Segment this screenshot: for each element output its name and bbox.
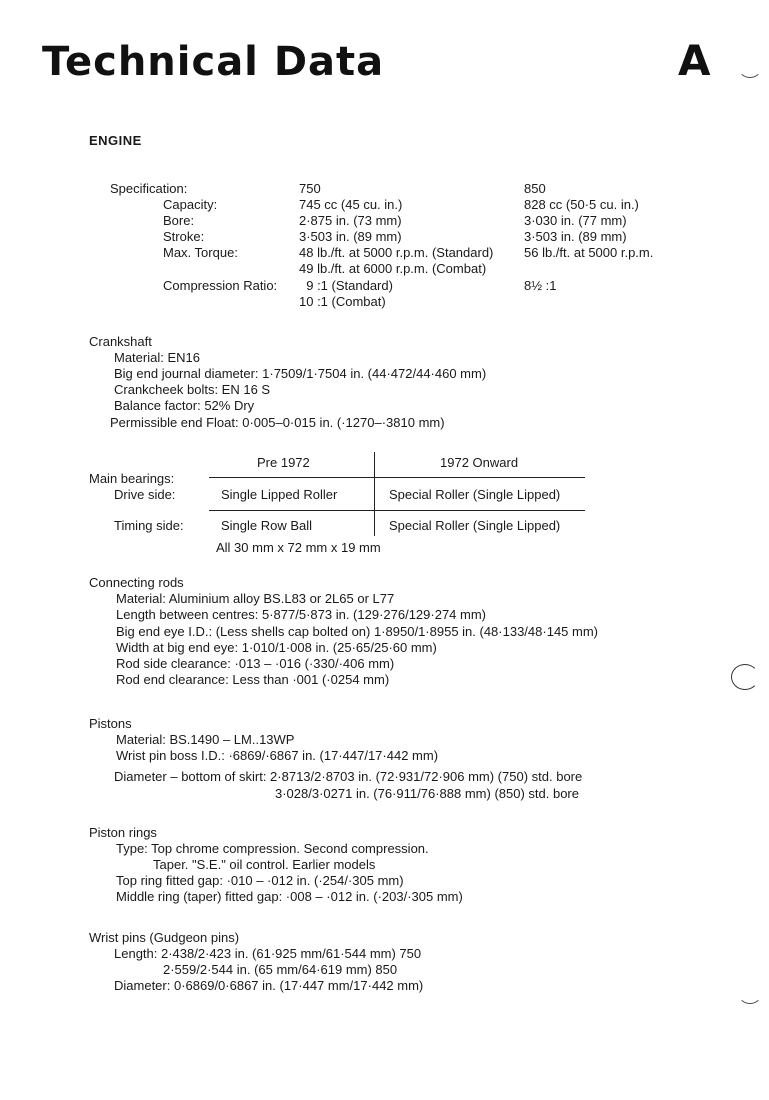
bearing-col-pre-1972: Pre 1972 xyxy=(257,455,310,470)
spec-value-750: 48 lb./ft. at 5000 r.p.m. (Standard) xyxy=(299,245,494,260)
wrist-pins-length-750: Length: 2·438/2·423 in. (61·925 mm/61·544 mm) 750 xyxy=(114,946,422,961)
timing-side-post: Special Roller (Single Lipped) xyxy=(389,518,561,533)
spec-label: Stroke: xyxy=(163,229,205,244)
piston-rings-type: Type: Top chrome compression. Second compression. xyxy=(116,841,429,856)
bearing-size-note: All 30 mm x 72 mm x 19 mm xyxy=(216,540,381,555)
spec-value-850: 3·503 in. (89 mm) xyxy=(524,229,627,244)
spec-value-850: 828 cc (50·5 cu. in.) xyxy=(524,197,639,212)
spec-value-750: 10 :1 (Combat) xyxy=(299,294,386,309)
spec-value-850: 8½ :1 xyxy=(524,278,557,293)
connecting-rods-line: Rod end clearance: Less than ·001 (·0254 mm) xyxy=(116,672,390,687)
pistons-diameter-850: 3·028/3·0271 in. (76·911/76·888 mm) (850) std. bore xyxy=(275,786,579,801)
connecting-rods-line: Width at big end eye: 1·010/1·008 in. (25·65/25·60 mm) xyxy=(116,640,437,655)
connecting-rods-line: Material: Aluminium alloy BS.L83 or 2L65 or L77 xyxy=(116,591,395,606)
section-letter: A xyxy=(678,36,711,85)
connecting-rods-heading: Connecting rods xyxy=(89,575,184,590)
crankshaft-heading: Crankshaft xyxy=(89,334,152,349)
page-title: Technical Data xyxy=(42,39,385,85)
crankshaft-line: Permissible end Float: 0·005–0·015 in. (·1270–·3810 mm) xyxy=(110,415,445,430)
timing-side-label: Timing side: xyxy=(114,518,184,533)
binder-hole-mark xyxy=(738,56,762,78)
col-850-header: 850 xyxy=(524,181,546,196)
connecting-rods-line: Big end eye I.D.: (Less shells cap bolted on) 1·8950/1·8955 in. (48·133/48·145 mm) xyxy=(116,624,598,639)
main-bearings-label: Main bearings: xyxy=(89,471,175,486)
wrist-pins-heading: Wrist pins (Gudgeon pins) xyxy=(89,930,240,945)
crankshaft-line: Crankcheek bolts: EN 16 S xyxy=(114,382,271,397)
crankshaft-line: Big end journal diameter: 1·7509/1·7504 in. (44·472/44·460 mm) xyxy=(114,366,487,381)
spec-value-850: 3·030 in. (77 mm) xyxy=(524,213,627,228)
spec-value-750: 49 lb./ft. at 6000 r.p.m. (Combat) xyxy=(299,261,487,276)
col-750-header: 750 xyxy=(299,181,321,196)
spec-value-750: 3·503 in. (89 mm) xyxy=(299,229,402,244)
bearing-col-1972-onward: 1972 Onward xyxy=(440,455,519,470)
spec-value-750: 745 cc (45 cu. in.) xyxy=(299,197,403,212)
wrist-pins-diameter: Diameter: 0·6869/0·6867 in. (17·447 mm/17·442 mm) xyxy=(114,978,424,993)
crankshaft-line: Material: EN16 xyxy=(114,350,200,365)
piston-rings-top-gap: Top ring fitted gap: ·010 – ·012 in. (·254/·305 mm) xyxy=(116,873,404,888)
pistons-material: Material: BS.1490 – LM..13WP xyxy=(116,732,295,747)
drive-side-label: Drive side: xyxy=(114,487,176,502)
pistons-heading: Pistons xyxy=(89,716,132,731)
spec-value-750: 2·875 in. (73 mm) xyxy=(299,213,402,228)
spec-value-850: 56 lb./ft. at 5000 r.p.m. xyxy=(524,245,654,260)
table-rule-top xyxy=(209,477,585,478)
spec-label: Bore: xyxy=(163,213,195,228)
engine-heading: ENGINE xyxy=(89,133,142,148)
timing-side-pre: Single Row Ball xyxy=(221,518,313,533)
binder-hole-mark xyxy=(731,664,759,690)
piston-rings-type-cont: Taper. "S.E." oil control. Earlier models xyxy=(153,857,376,872)
spec-value-750: 9 :1 (Standard) xyxy=(299,278,393,293)
pistons-wrist-boss: Wrist pin boss I.D.: ·6869/·6867 in. (17·447/17·442 mm) xyxy=(116,748,439,763)
table-vertical-divider xyxy=(374,452,375,536)
piston-rings-middle-gap: Middle ring (taper) fitted gap: ·008 – ·012 in. (·203/·305 mm) xyxy=(116,889,463,904)
drive-side-pre: Single Lipped Roller xyxy=(221,487,338,502)
table-rule-middle xyxy=(209,510,585,511)
specification-label: Specification: xyxy=(110,181,188,196)
pistons-diameter-750: Diameter – bottom of skirt: 2·8713/2·8703 in. (72·931/72·906 mm) (750) std. bore xyxy=(114,769,583,784)
wrist-pins-length-850: 2·559/2·544 in. (65 mm/64·619 mm) 850 xyxy=(163,962,398,977)
spec-label: Max. Torque: xyxy=(163,245,238,260)
piston-rings-heading: Piston rings xyxy=(89,825,157,840)
spec-label: Capacity: xyxy=(163,197,218,212)
connecting-rods-line: Rod side clearance: ·013 – ·016 (·330/·406 mm) xyxy=(116,656,395,671)
crankshaft-line: Balance factor: 52% Dry xyxy=(114,398,255,413)
connecting-rods-line: Length between centres: 5·877/5·873 in. (129·276/129·274 mm) xyxy=(116,607,487,622)
spec-label: Compression Ratio: xyxy=(163,278,278,293)
drive-side-post: Special Roller (Single Lipped) xyxy=(389,487,561,502)
binder-hole-mark xyxy=(738,982,762,1004)
